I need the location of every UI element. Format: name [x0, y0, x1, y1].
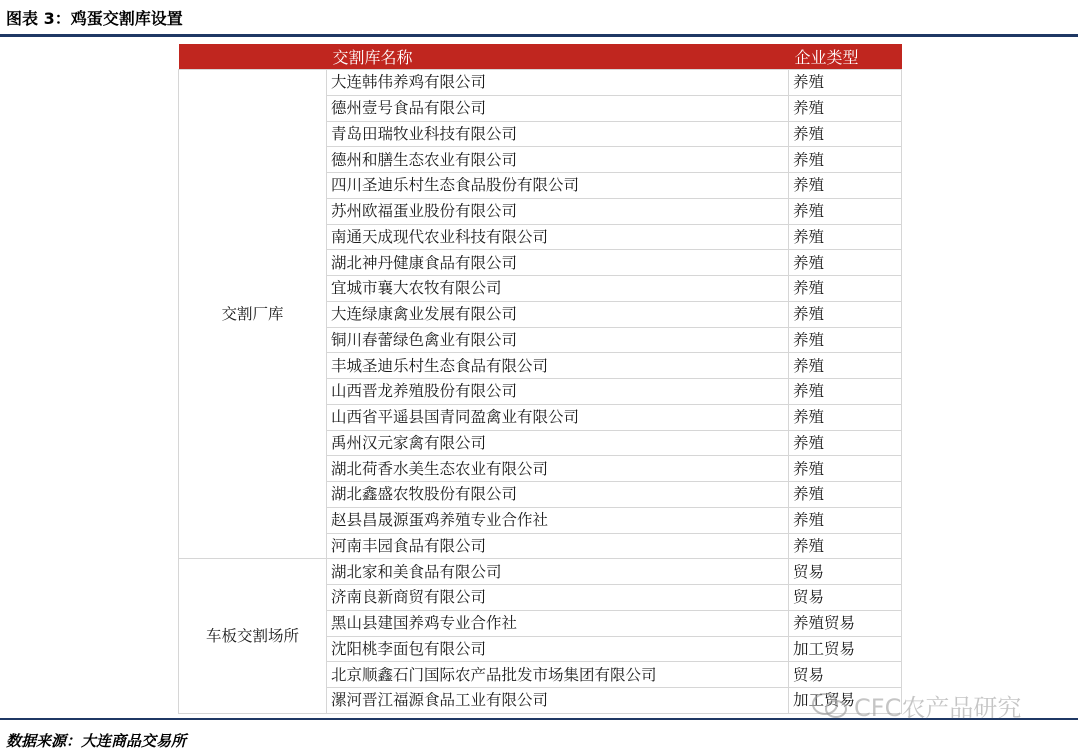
warehouse-name-cell: 湖北神丹健康食品有限公司 [327, 250, 789, 276]
table-row [179, 70, 902, 96]
company-type-cell: 加工贸易 [789, 636, 902, 662]
company-type-cell: 加工贸易 [789, 688, 902, 714]
company-type-cell: 贸易 [789, 585, 902, 611]
warehouse-name-cell: 南通天成现代农业科技有限公司 [327, 224, 789, 250]
company-type-cell: 养殖 [789, 507, 902, 533]
company-type-cell: 养殖 [789, 379, 902, 405]
category-cell: 车板交割场所 [179, 559, 327, 714]
company-type-cell: 养殖 [789, 276, 902, 302]
source-note: 数据来源：大连商品交易所 [6, 732, 187, 750]
bottom-rule [0, 718, 1078, 720]
warehouse-name-cell: 河南丰园食品有限公司 [327, 533, 789, 559]
company-type-cell: 养殖 [789, 327, 902, 353]
company-type-cell: 养殖 [789, 533, 902, 559]
warehouse-name-cell: 漯河晋江福源食品工业有限公司 [327, 688, 789, 714]
figure-title: 图表 3：鸡蛋交割库设置 [6, 9, 183, 28]
warehouse-name-cell: 赵县昌晟源蛋鸡养殖专业合作社 [327, 507, 789, 533]
company-type-cell: 养殖 [789, 301, 902, 327]
table-header-row [179, 44, 902, 70]
company-type-cell: 养殖 [789, 70, 902, 96]
category-cell: 交割厂库 [179, 70, 327, 559]
warehouse-name-cell: 德州壹号食品有限公司 [327, 95, 789, 121]
company-type-cell: 养殖 [789, 198, 902, 224]
warehouse-name-cell: 湖北鑫盛农牧股份有限公司 [327, 482, 789, 508]
warehouse-name-cell: 苏州欧福蛋业股份有限公司 [327, 198, 789, 224]
company-type-cell: 养殖 [789, 95, 902, 121]
company-type-cell: 养殖 [789, 121, 902, 147]
table-row [179, 559, 902, 585]
watermark-text: CFC农产品研究 [854, 694, 1022, 722]
company-type-cell: 养殖 [789, 250, 902, 276]
warehouse-name-cell: 大连韩伟养鸡有限公司 [327, 70, 789, 96]
top-rule [0, 34, 1078, 37]
warehouse-name-cell: 山西省平遥县国青同盈禽业有限公司 [327, 404, 789, 430]
warehouse-name-cell: 丰城圣迪乐村生态食品有限公司 [327, 353, 789, 379]
warehouse-name-cell: 湖北家和美食品有限公司 [327, 559, 789, 585]
warehouse-name-cell: 湖北荷香水美生态农业有限公司 [327, 456, 789, 482]
company-type-cell: 养殖 [789, 173, 902, 199]
company-type-cell: 贸易 [789, 662, 902, 688]
warehouse-name-cell: 四川圣迪乐村生态食品股份有限公司 [327, 173, 789, 199]
warehouse-name-cell: 铜川春蕾绿色禽业有限公司 [327, 327, 789, 353]
company-type-cell: 养殖 [789, 430, 902, 456]
warehouse-name-cell: 大连绿康禽业发展有限公司 [327, 301, 789, 327]
warehouse-name-cell: 济南良新商贸有限公司 [327, 585, 789, 611]
warehouse-name-cell: 北京顺鑫石门国际农产品批发市场集团有限公司 [327, 662, 789, 688]
company-type-cell: 养殖 [789, 404, 902, 430]
header-company-type: 企业类型 [789, 44, 902, 70]
header-blank [179, 44, 327, 70]
company-type-cell: 贸易 [789, 559, 902, 585]
table-body [179, 70, 902, 714]
warehouse-name-cell: 青岛田瑞牧业科技有限公司 [327, 121, 789, 147]
company-type-cell: 养殖 [789, 353, 902, 379]
header-warehouse-name: 交割库名称 [327, 44, 789, 70]
company-type-cell: 养殖 [789, 224, 902, 250]
warehouse-name-cell: 黑山县建国养鸡专业合作社 [327, 610, 789, 636]
company-type-cell: 养殖 [789, 147, 902, 173]
company-type-cell: 养殖 [789, 456, 902, 482]
warehouse-name-cell: 宜城市襄大农牧有限公司 [327, 276, 789, 302]
company-type-cell: 养殖 [789, 482, 902, 508]
warehouse-name-cell: 山西晋龙养殖股份有限公司 [327, 379, 789, 405]
company-type-cell: 养殖贸易 [789, 610, 902, 636]
warehouse-name-cell: 沈阳桃李面包有限公司 [327, 636, 789, 662]
delivery-warehouse-table [178, 44, 902, 714]
warehouse-name-cell: 德州和膳生态农业有限公司 [327, 147, 789, 173]
warehouse-name-cell: 禹州汉元家禽有限公司 [327, 430, 789, 456]
